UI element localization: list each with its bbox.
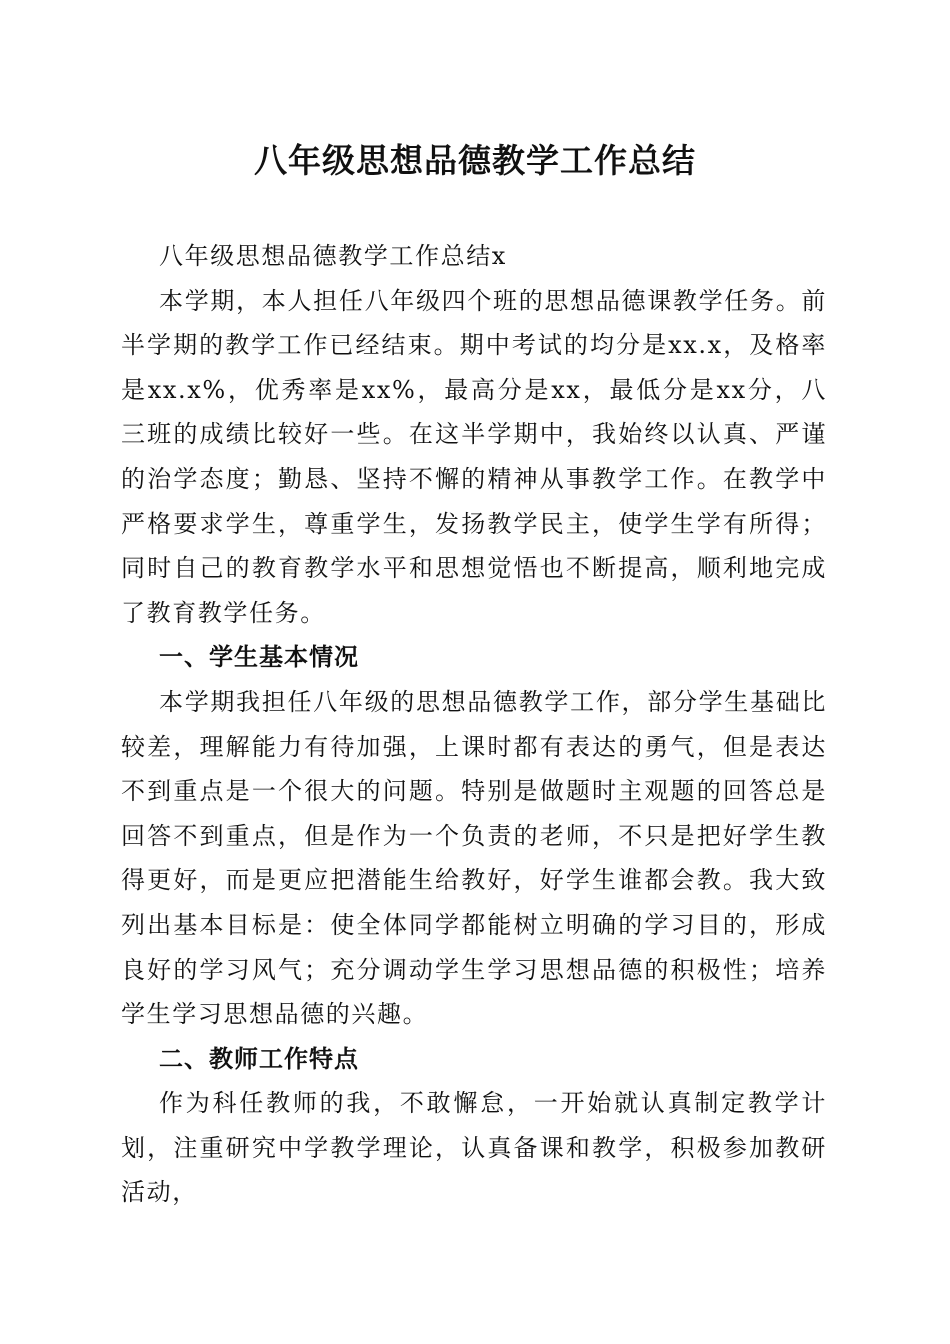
section-paragraph-teacher: 作为科任教师的我，不敢懈怠，一开始就认真制定教学计划，注重研究中学教学理论，认真备课和教学，积极参加教研活动， (121, 1089, 827, 1207)
section-paragraph-students: 本学期我担任八年级的思想品德教学工作，部分学生基础比较差，理解能力有待加强，上课时都有表达的勇气，但是表达不到重点是一个很大的问题。特别是做题时主观题的回答总是回答不到重点，但是作为一个负责的老师，不只是把好学生教得更好，而是更应把潜能生给教好，好学生谁都会教。我大致列出基本目标是：使全体同学都能树立明确的学习目的，形成良好的学习风气；充分调动学生学习思想品德的积极性；培养学生学习思想品德的兴趣。 (121, 687, 827, 1029)
intro-paragraph: 本学期，本人担任八年级四个班的思想品德课教学任务。前半学期的教学工作已经结束。期中考试的均分是xx.x，及格率是xx.x%，优秀率是xx%，最高分是xx，最低分是xx分，八三班的成绩比较好一些。在这半学期中，我始终以认真、严谨的治学态度；勤恳、坚持不懈的精神从事教学工作。在教学中严格要求学生，尊重学生，发扬教学民主，使学生学有所得；同时自己的教育教学水平和思想觉悟也不断提高，顺利地完成了教育教学任务。 (121, 286, 827, 627)
section-heading-teacher: 二、教师工作特点 (159, 1044, 359, 1073)
document-body (121, 234, 827, 1215)
document-title: 八年级思想品德教学工作总结 (254, 141, 696, 180)
section-heading-students: 一、学生基本情况 (159, 643, 359, 672)
document-subtitle: 八年级思想品德教学工作总结x (159, 242, 507, 270)
